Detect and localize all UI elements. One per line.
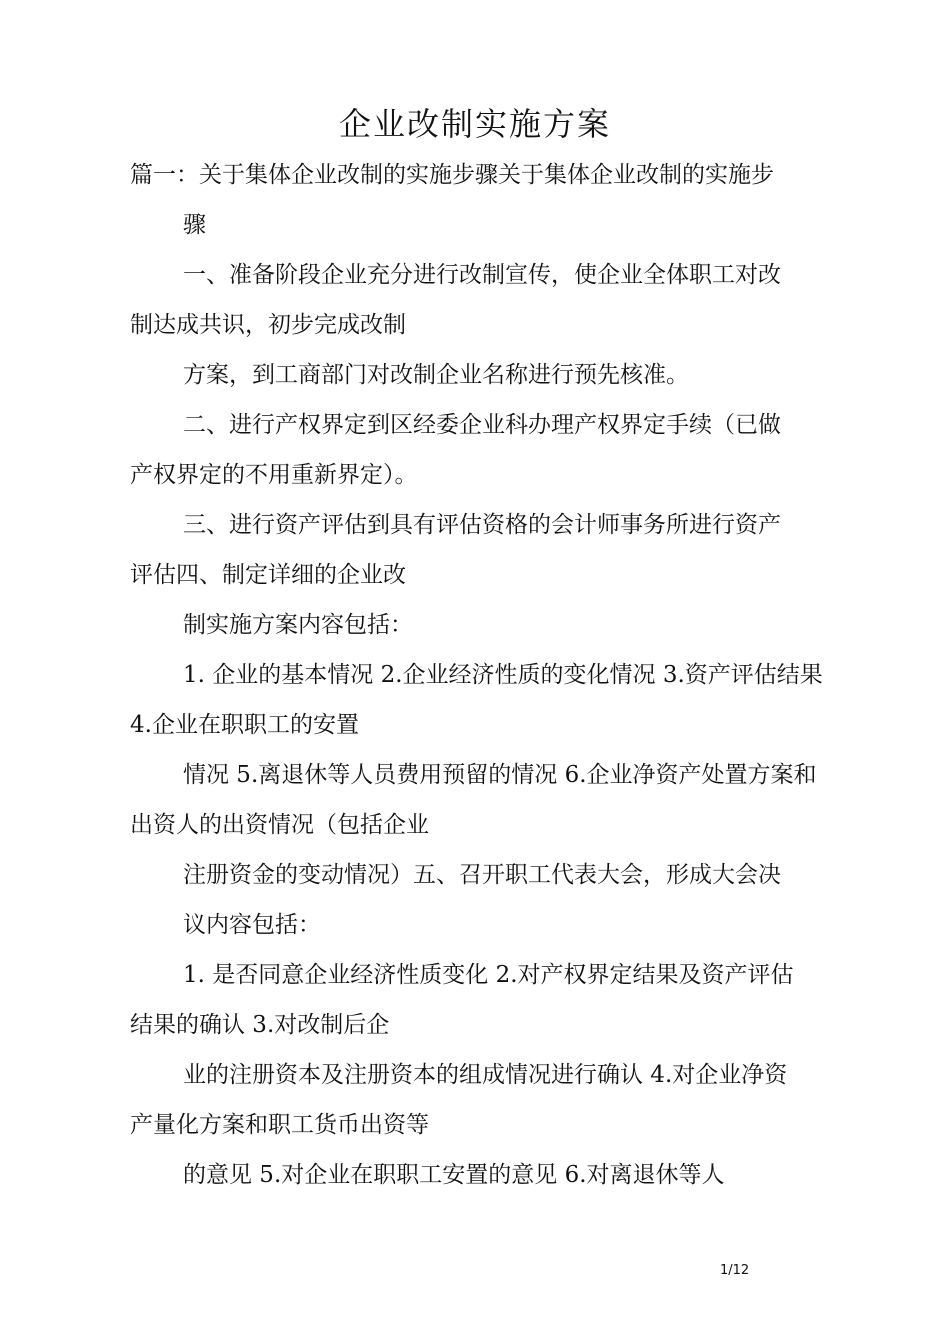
text-line-4: 制达成共识，初步完成改制 [130, 312, 406, 338]
text-line-9: 评估四、制定详细的企业改 [130, 562, 406, 588]
text-line-19: 业的注册资本及注册资本的组成情况进行确认 4.对企业净资 [183, 1062, 788, 1088]
text-line-6: 二、进行产权界定到区经委企业科办理产权界定手续（已做 [183, 412, 781, 438]
text-line-20: 产量化方案和职工货币出资等 [130, 1112, 429, 1138]
text-line-15: 注册资金的变动情况）五、召开职工代表大会，形成大会决 [183, 862, 781, 888]
text-line-13: 情况 5.离退休等人员费用预留的情况 6.企业净资产处置方案和 [183, 762, 817, 788]
text-line-10: 制实施方案内容包括： [183, 612, 413, 638]
text-line-1: 篇一：关于集体企业改制的实施步骤关于集体企业改制的实施步 [130, 162, 774, 188]
document-title: 企业改制实施方案 [338, 105, 611, 143]
text-line-8: 三、进行资产评估到具有评估资格的会计师事务所进行资产 [183, 512, 781, 538]
text-line-21: 的意见 5.对企业在职职工安置的意见 6.对离退休等人 [183, 1162, 725, 1188]
page-number: 1/12 [720, 1263, 750, 1278]
text-line-17: 1. 是否同意企业经济性质变化 2.对产权界定结果及资产评估 [183, 962, 794, 988]
text-line-14: 出资人的出资情况（包括企业 [130, 812, 429, 838]
text-line-16: 议内容包括： [183, 912, 321, 938]
text-line-3: 一、准备阶段企业充分进行改制宣传，使企业全体职工对改 [183, 262, 781, 288]
text-line-7: 产权界定的不用重新界定）。 [130, 462, 418, 488]
text-line-12: 4.企业在职职工的安置 [130, 712, 359, 738]
text-line-2: 骤 [183, 212, 206, 238]
text-line-11: 1. 企业的基本情况 2.企业经济性质的变化情况 3.资产评估结果 [183, 662, 823, 688]
text-line-18: 结果的确认 3.对改制后企 [130, 1012, 390, 1038]
text-line-5: 方案，到工商部门对改制企业名称进行预先核准。 [183, 362, 689, 388]
